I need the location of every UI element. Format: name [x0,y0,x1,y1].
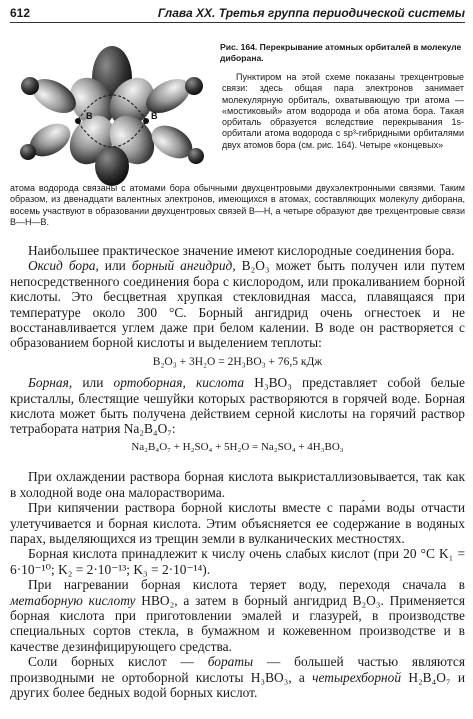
running-title: Глава XX. Третья группа периодической системы [157,6,465,20]
small-print-continuation: атома водорода связаны с атомами бора обычными двухцентровыми двухэлектронными связями. Таким образом, из двенадцати валентных электронов, имеющихся в атомах, составляющих молекулу диборана, восемь участвуют в образовании двухцентровых связей В—Н, а четыре образуют две трехцентровые связи В—Н—В. [10,183,465,227]
term: борный ангидрид [131,258,233,274]
hydrogen-atom [188,148,204,164]
page-header [10,6,465,22]
side-text: Пунктиром на этой схеме показаны трехцентровые связи: здесь общая пара электронов занимает молекулярную орбиталь, охватывающую три атома — «мостиковый» атом водорода и оба атома бора. Такая орбиталь образуется вследствие перекрывания 1s-орбитали атома водорода с sp³-гибридными орбиталями двух атомов бора (см. рис. 164). Четыре «концевых» [222,72,464,150]
paragraph: При охлаждении раствора борная кислота выкристаллизовывается, так как в холодной воде она малорастворима. [10,469,465,500]
term: Борная [28,375,69,391]
paragraph: Наибольшее практическое значение имеют кислородные соединения бора. [28,243,455,258]
orbital-lobe [95,146,129,186]
main-text [10,243,465,700]
term: четырехборной [312,669,402,685]
hydrogen-atom [20,144,36,160]
paragraph: При кипячении раствора борной кислоты вместе с пара́ми воды отчасти улетучивается и борная кислота. Этим объясняется ее содержание в водяных парах, выделяющихся из трещин земли в вулканических местностях. [10,500,465,546]
boron-label-right: B [151,111,158,121]
orbital-diagram [8,40,216,188]
paragraph: Оксид бора, или борный ангидрид, B₂O₃ может быть получен или путем непосредственного соединения бора с кислородом, или прокаливанием борной кислоты. Это бесцветная хрупкая стекловидная масса, плавящаяся при температуре около 300 °С. Борный ангидрид очень огнестоек и не восстанавливается углем даже при белом калении. В воде он растворяется с образованием борной кислоты и выделением теплоты: [10,258,466,351]
term: Оксид бора [28,258,96,274]
term: бораты [207,654,254,670]
paragraph: Соли борных кислот — бораты — большей частью являются производными не ортоборной кислоты H₃BO₃, а четырехборной H₂B₄O₇ и других более бедных водой борных кислот. [10,654,466,700]
equation: B₂O₃ + 3H₂O = 2H₃BO₃ + 76,5 кДж [152,355,323,368]
term: ортоборная, кислота [113,375,245,391]
paragraph: Борная, или ортоборная, кислота H₃BO₃ представляет собой белые кристаллы, блестящие чешуйки которых растворяются в горячей воде. Борная кислота может быть получена действием серной кислоты на горячий раствор тетрабората натрия Na₂B₄O₇: [10,375,465,437]
hydrogen-atom [185,77,203,95]
equation: Na₂B₄O₇ + H₂SO₄ + 5H₂O = Na₂SO₄ + 4H₃BO₃ [131,440,344,453]
boron-label-left: B [86,111,93,121]
paragraph: При нагревании борная кислота теряет воду, переходя сначала в метаборную кислоту HBO₂, а затем в борный ангидрид B₂O₃. Применяется борная кислота при приготовлении эмалей и глазурей, в производстве специальных сортов стекла, в бумажном и кожевенном производстве и в качестве дезинфицирующего средства. [10,577,465,654]
hydrogen-atom [21,77,39,95]
boron-atom [75,118,81,124]
boron-atom [143,118,149,124]
page-number: 612 [10,6,31,20]
diborane-orbital-figure [8,40,216,188]
paragraph: Борная кислота принадлежит к числу очень слабых кислот (при 20 °С K₁ = 6·10⁻¹⁰; K₂ = 2·10⁻¹³; K₃ = 2·10⁻¹⁴). [10,546,465,577]
term: метаборную кислоту [10,592,136,608]
header-rule [10,22,465,23]
figure-caption: Рис. 164. Перекрывание атомных орбиталей в молекуле диборана. [220,42,462,63]
